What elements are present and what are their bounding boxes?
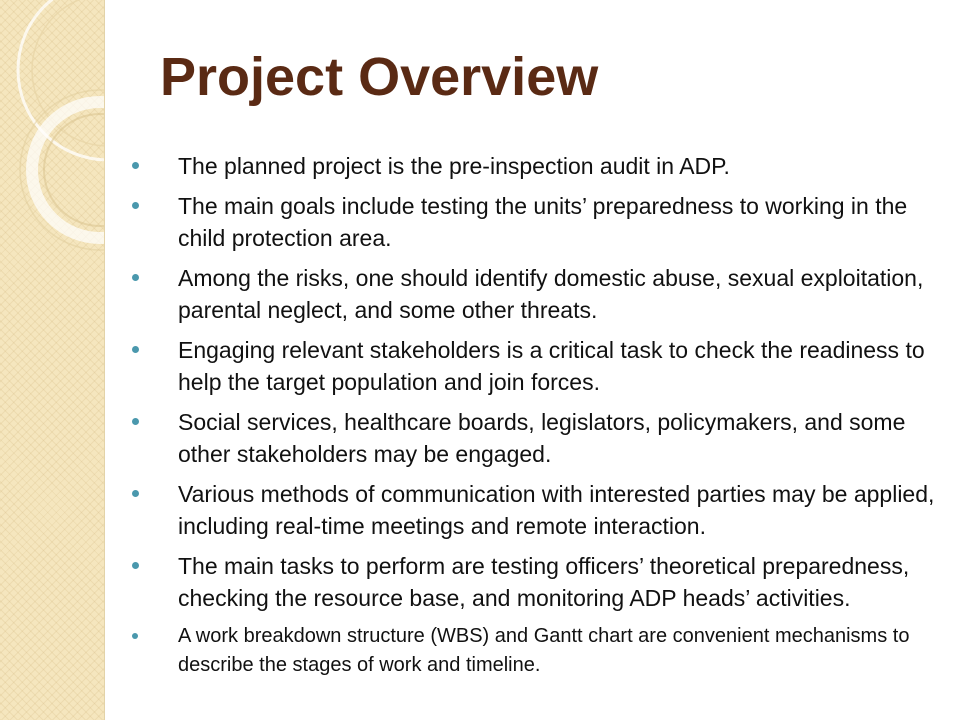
bullet-dot-icon: [132, 418, 139, 425]
bullet-text: Social services, healthcare boards, legislators, policymakers, and some other stakeholders may be engaged.: [178, 409, 906, 467]
decorative-sidebar: [0, 0, 105, 720]
bullet-dot-icon: [132, 202, 139, 209]
bullet-item: [130, 334, 955, 398]
slide-title: Project Overview: [160, 47, 599, 107]
bullet-text: Various methods of communication with interested parties may be applied, including real-time meetings and remote interaction.: [178, 481, 935, 539]
bullet-text: Engaging relevant stakeholders is a critical task to check the readiness to help the target population and join forces.: [178, 337, 925, 395]
bullet-dot-icon: [132, 274, 139, 281]
bullet-dot-icon: [132, 490, 139, 497]
bullet-item: [130, 150, 955, 182]
bullet-item: [130, 550, 955, 614]
bullet-item: [130, 262, 955, 326]
bullet-item: [130, 406, 955, 470]
bullet-text: A work breakdown structure (WBS) and Gantt chart are convenient mechanisms to describe the stages of work and timeline.: [178, 625, 910, 676]
bullet-text: The planned project is the pre-inspection audit in ADP.: [178, 153, 730, 179]
bullet-list: [130, 150, 955, 688]
bullet-dot-icon: [132, 562, 139, 569]
bullet-dot-icon: [132, 633, 138, 639]
bullet-item: [130, 622, 955, 680]
bullet-item: [130, 478, 955, 542]
bullet-text: The main goals include testing the units’ preparedness to working in the child protection area.: [178, 193, 908, 251]
bullet-text: Among the risks, one should identify domestic abuse, sexual exploitation, parental neglect, and some other threats.: [178, 265, 924, 323]
bullet-dot-icon: [132, 346, 139, 353]
bullet-item: [130, 190, 955, 254]
decorative-rings-icon: [0, 0, 104, 720]
bullet-dot-icon: [132, 162, 139, 169]
bullet-text: The main tasks to perform are testing officers’ theoretical preparedness, checking the resource base, and monitoring ADP heads’ activities.: [178, 553, 910, 611]
